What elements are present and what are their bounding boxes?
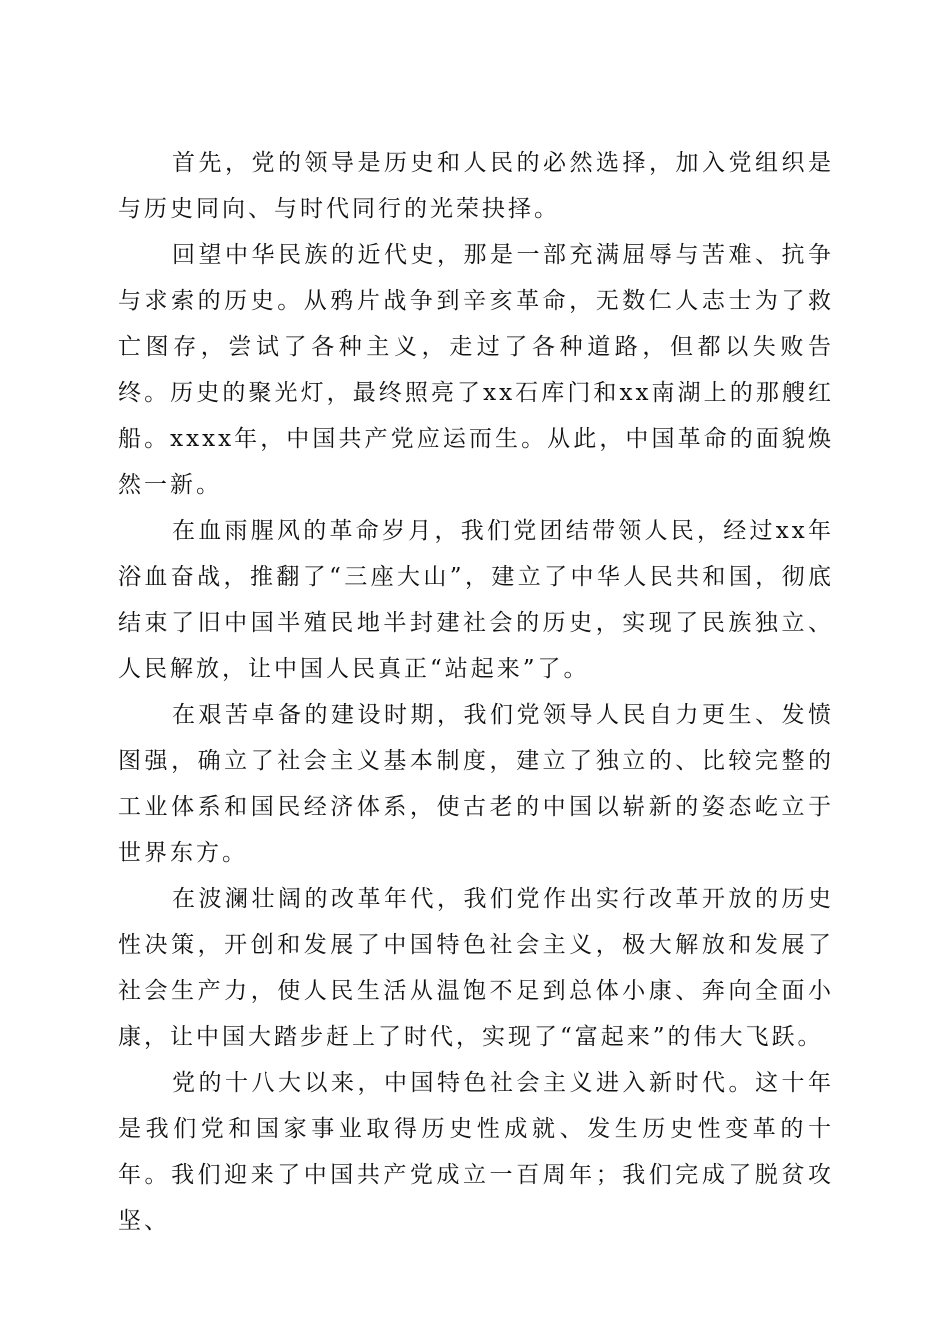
paragraph-2: 回望中华民族的近代史，那是一部充满屈辱与苦难、抗争与求索的历史。从鸦片战争到辛亥革命，无数仁人志士为了救亡图存，尝试了各种主义，走过了各种道路，但都以失败告终。历史的聚光灯，最终照亮了xx石库门和xx南湖上的那艘红船。xxxx年，中国共产党应运而生。从此，中国革命的面貌焕然一新。 [118,242,834,498]
paragraph-5: 在波澜壮阔的改革年代，我们党作出实行改革开放的历史性决策，开创和发展了中国特色社会主义，极大解放和发展了社会生产力，使人民生活从温饱不足到总体小康、奔向全面小康，让中国大踏步赶上了时代，实现了“富起来”的伟大飞跃。 [118,886,834,1050]
paragraph-4: 在艰苦卓备的建设时期，我们党领导人民自力更生、发愤图强，确立了社会主义基本制度，建立了独立的、比较完整的工业体系和国民经济体系，使古老的中国以崭新的姿态屹立于世界东方。 [118,702,834,866]
document-body [118,140,834,1244]
paragraph-1: 首先，党的领导是历史和人民的必然选择，加入党组织是与历史同向、与时代同行的光荣抉择。 [118,150,834,222]
paragraph-3: 在血雨腥风的革命岁月，我们党团结带领人民，经过xx年浴血奋战，推翻了“三座大山”，建立了中华人民共和国，彻底结束了旧中国半殖民地半封建社会的历史，实现了民族独立、人民解放，让中国人民真正“站起来”了。 [118,518,834,682]
paragraph-6: 党的十八大以来，中国特色社会主义进入新时代。这十年是我们党和国家事业取得历史性成就、发生历史性变革的十年。我们迎来了中国共产党成立一百周年；我们完成了脱贫攻坚、 [118,1070,834,1234]
